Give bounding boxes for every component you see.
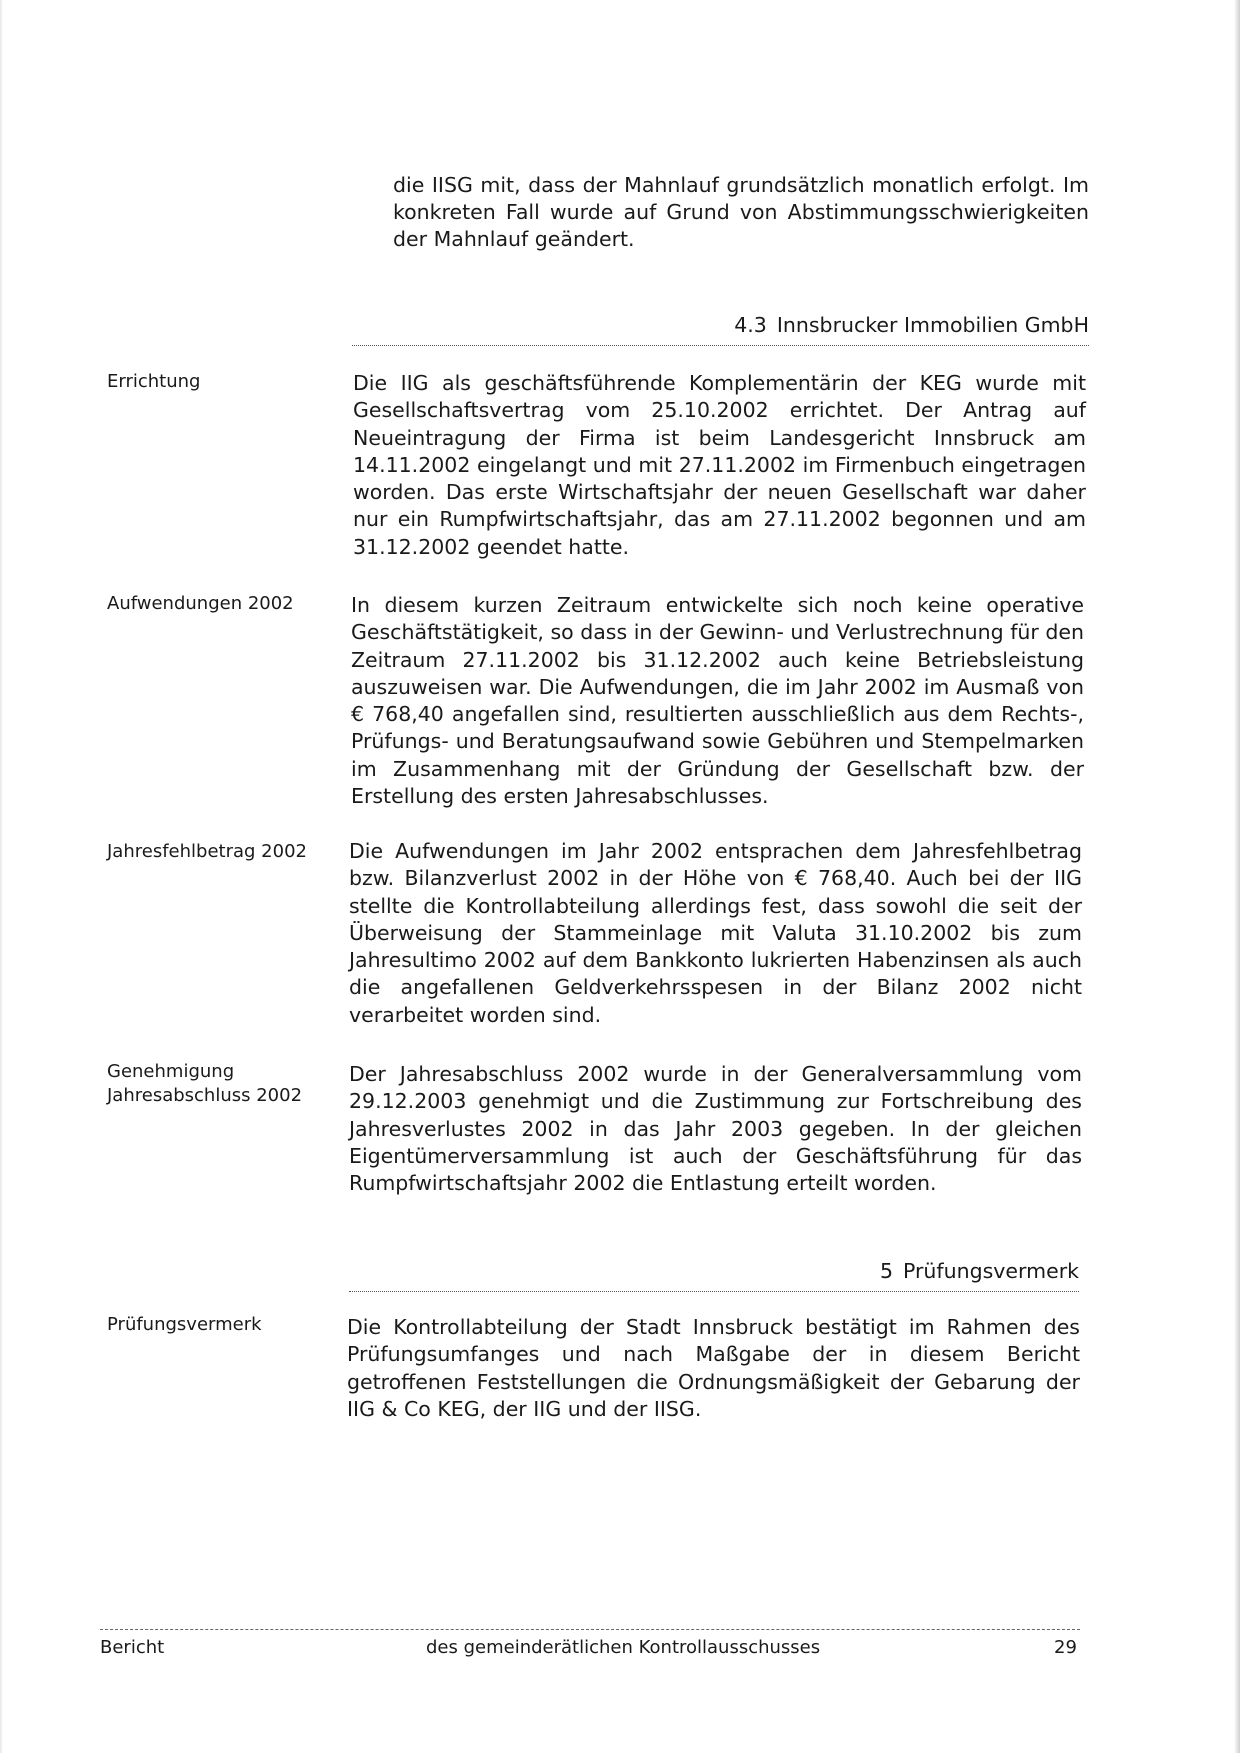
paragraph-pruefungsvermerk: Die Kontrollabteilung der Stadt Innsbruck bestätigt im Rahmen des Prüfungsumfanges und nach Maßgabe der in diesem Bericht getroffenen Feststellungen die Ordnungsmäßigkeit der Gebarung der IIG & Co KEG, der IIG und der IISG.	[347, 1315, 1080, 1421]
section-heading-5	[349, 1258, 1079, 1292]
scan-edge-left	[0, 0, 3, 1753]
paragraph-jahresfehlbetrag: Die Aufwendungen im Jahr 2002 entsprachen dem Jahresfehlbetrag bzw. Bilanzverlust 2002 in der Höhe von € 768,40. Auch bei der IIG stellte die Kontrollabteilung allerdings fest, dass sowohl die seit der Überweisung der Stammeinlage mit Valuta 31.10.2002 bis zum Jahresultimo 2002 auf dem Bankkonto lukrierten Habenzinsen als auch die angefallenen Geldverkehrsspesen in der Bilanz 2002 nicht verarbeitet worden sind.	[349, 839, 1082, 1027]
margin-label-line: Genehmigung	[107, 1061, 235, 1082]
margin-label-line: Jahresabschluss 2002	[107, 1085, 303, 1106]
margin-label-jahresfehlbetrag: Jahresfehlbetrag 2002	[107, 841, 307, 862]
margin-label-genehmigung	[107, 1060, 337, 1108]
margin-label-errichtung: Errichtung	[107, 371, 201, 392]
intro-paragraph: die IISG mit, dass der Mahnlauf grundsätzlich monatlich erfolgt. Im konkreten Fall wurde auf Grund von Abstimmungsschwierigkeiten der Mahnlauf geändert.	[393, 173, 1089, 251]
paragraph-genehmigung: Der Jahresabschluss 2002 wurde in der Generalversammlung vom 29.12.2003 genehmigt und die Zustimmung zur Fortschreibung des Jahresverlustes 2002 in das Jahr 2003 gegeben. In der gleichen Eigentümerversammlung ist auch der Geschäftsführung für das Rumpfwirtschaftsjahr 2002 die Entlastung erteilt worden.	[349, 1062, 1082, 1196]
margin-label-pruefungsvermerk: Prüfungsvermerk	[107, 1314, 262, 1335]
scan-edge-right	[1234, 0, 1240, 1753]
section-number: 4.3	[734, 313, 767, 337]
footer-divider	[100, 1629, 1080, 1630]
footer-left: Bericht	[100, 1637, 165, 1658]
section-number: 5	[879, 1259, 893, 1283]
footer-center: des gemeinderätlichen Kontrollausschusses	[426, 1637, 821, 1658]
margin-label-aufwendungen: Aufwendungen 2002	[107, 593, 294, 614]
section-heading-4-3	[352, 312, 1089, 346]
paragraph-errichtung: Die IIG als geschäftsführende Komplementärin der KEG wurde mit Gesellschaftsvertrag vom 25.10.2002 errichtet. Der Antrag auf Neueintragung der Firma ist beim Landesgericht Innsbruck am 14.11.2002 eingelangt und mit 27.11.2002 im Firmenbuch eingetragen worden. Das erste Wirtschaftsjahr der neuen Gesellschaft war daher nur ein Rumpfwirtschaftsjahr, das am 27.11.2002 begonnen und am 31.12.2002 geendet hatte.	[353, 371, 1086, 559]
section-title: Prüfungsvermerk	[902, 1259, 1079, 1283]
section-title: Innsbrucker Immobilien GmbH	[776, 313, 1089, 337]
page-number: 29	[1054, 1637, 1077, 1658]
paragraph-aufwendungen: In diesem kurzen Zeitraum entwickelte sich noch keine operative Geschäftstätigkeit, so dass in der Gewinn- und Verlustrechnung für den Zeitraum 27.11.2002 bis 31.12.2002 auch keine Betriebsleistung auszuweisen war. Die Aufwendungen, die im Jahr 2002 im Ausmaß von € 768,40 angefallen sind, resultierten ausschließlich aus dem Rechts-, Prüfungs- und Beratungsaufwand sowie Gebühren und Stempelmarken im Zusammenhang mit der Gründung der Gesellschaft bzw. der Erstellung des ersten Jahresabschlusses.	[351, 593, 1084, 809]
